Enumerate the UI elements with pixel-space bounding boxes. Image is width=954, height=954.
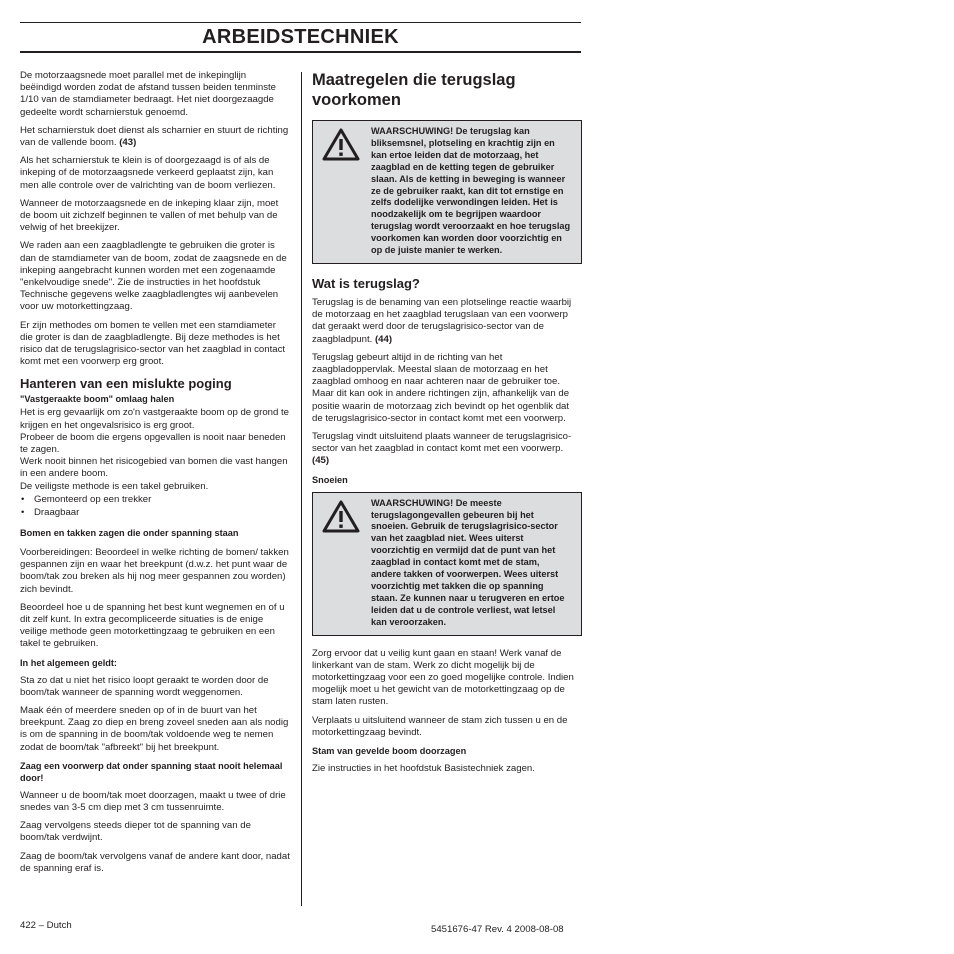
- paragraph: Wanneer de motorzaagsnede en de inkeping klaar zijn, moet de boom uit zichzelf beginnen te vallen of met behulp van de velwig of het breekijzer.: [20, 197, 279, 234]
- header-rule-bottom: [20, 51, 581, 53]
- header-rule-top: [20, 22, 581, 23]
- warning-text: WAARSCHUWING! De meeste terugslagongevallen gebeuren bij het snoeien. Gebruik de terugslagrisico-sector van het zaagblad niet. Wees uiterst voorzichtig en vermijd dat de punt van het zaagblad in contact komt met de stam, andere takken of voorwerpen. Wees uiterst voorzichtig met takken die op spanning staan. Ze kunnen naar u terugveren en ertoe leiden dat u de controle verliest, wat letsel kan veroorzaken.: [371, 497, 565, 627]
- paragraph: We raden aan een zaagbladlengte te gebruiken die groter is dan de stamdiameter van de boom, zodat de zaagsnede en de inkeping aangebracht kunnen worden met een zogenaamde "enkelvoudige snede". Zie de instructies in het hoofdstuk Technische gegevens welke zaagbladlengtes wij aanbevelen voor uw motorkettingzaag.: [20, 240, 287, 313]
- paragraph: Er zijn methodes om bomen te vellen met een stamdiameter die groter is dan de zaagbladlengte. Bij deze methodes is het risico dat de terugslagrisico-sector van het zaagblad in contact komt met een voorwerp erg groot.: [20, 319, 286, 368]
- section-heading: Wat is terugslag?: [312, 275, 420, 291]
- warning-triangle-icon: [321, 522, 361, 539]
- warning-box: [312, 492, 582, 636]
- paragraph: Zaag de boom/tak vervolgens vanaf de andere kant door, nadat de spanning eraf is.: [20, 850, 290, 874]
- column-divider: [301, 72, 302, 906]
- left-column: [20, 70, 290, 881]
- section-heading: Hanteren van een mislukte poging: [20, 376, 232, 392]
- subheading: Snoeien: [312, 474, 348, 485]
- list-item: • Draagbaar: [20, 506, 290, 519]
- subheading: Stam van gevelde boom doorzagen: [312, 746, 467, 756]
- paragraph: Zaag vervolgens steeds dieper tot de spanning van de boom/tak verdwijnt.: [20, 820, 251, 844]
- paragraph: Terugslag gebeurt altijd in de richting van het zaagbladoppervlak. Meestal slaan de motorzaag en het zaagblad omhoog en naar achteren naar de gebruiker toe. Maar dit kan ook in andere richtingen zijn, afhankelijk van de positie waarin de motorzaag zich bevindt op het ogenblik dat de terugslagrisico-sector in contact komt met een voorwerp.: [312, 351, 570, 424]
- warning-text: WAARSCHUWING! De terugslag kan bliksemsnel, plotseling en krachtig zijn en kan ertoe leiden dat de motorzaag, het zaagblad en de ketting tegen de gebruiker slaan. Als de ketting in beweging is wanneer ze de gebruiker raakt, kan dit tot ernstige en zelfs dodelijke verwondingen leiden. Het is noodzakelijk om te begrijpen waardoor terugslag wordt veroorzaakt en hoe terugslag voorkomen kan worden door voorzichtig en op de juiste manier te werken.: [371, 126, 571, 256]
- paragraph: Probeer de boom die ergens opgevallen is nooit naar beneden te zagen.: [20, 431, 286, 456]
- paragraph: Zie instructies in het hoofdstuk Basistechniek zagen.: [312, 763, 535, 774]
- paragraph: Als het scharnierstuk te klein is of doorgezaagd is of als de inkeping of de motorzaagsnede verkeerd geplaatst zijn, kan men alle controle over de valrichting van de boom verliezen.: [20, 155, 276, 191]
- paragraph: De motorzaagsnede moet parallel met de inkepinglijn beëindigd worden zodat de afstand tussen beiden tenminste 1/10 van de stamdiameter bedraagt. Het niet doorgezaagde gedeelte wordt scharnierstuk genoemd.: [20, 70, 277, 118]
- document-reference: 5451676-47 Rev. 4 2008-08-08: [431, 924, 564, 935]
- subheading: "Vastgeraakte boom" omlaag halen: [20, 394, 175, 405]
- warning-triangle-icon: [321, 150, 361, 167]
- page-number: 422 – Dutch: [20, 920, 72, 931]
- list-item: • Gemonteerd op een trekker: [20, 493, 290, 506]
- paragraph: Het scharnierstuk doet dienst als scharnier en stuurt de richting van de vallende boom. (43): [20, 124, 289, 149]
- right-column: [312, 70, 582, 781]
- paragraph: Beoordeel hoe u de spanning het best kunt wegnemen en of u dit zelf kunt. In extra gecompliceerde situaties is de enige veilige methode geen motorkettingzaag te gebruiken en een takel te gebruiken.: [20, 601, 285, 650]
- paragraph: Voorbereidingen: Beoordeel in welke richting de bomen/ takken gespannen zijn en waar het breekpunt (d.w.z. het punt waar de boom/tak zou breken als hij nog meer gespannen zou worden) zich bevindt.: [20, 546, 289, 595]
- figure-reference: (45): [312, 455, 330, 467]
- subheading: Zaag een voorwerp dat onder spanning staat nooit helemaal door!: [20, 760, 283, 783]
- bullet-list: [20, 493, 290, 519]
- paragraph: Terugslag is de benaming van een plotselinge reactie waarbij de motorzaag en het zaagblad terugslaan van een voorwerp dat geraakt werd door de terugslagrisico-sector van de zaagbladpunt. (44): [312, 296, 572, 345]
- subheading: Bomen en takken zagen die onder spanning staan: [20, 527, 239, 538]
- paragraph: Werk nooit binnen het risicogebied van bomen die vast hangen in een andere boom.: [20, 456, 288, 480]
- paragraph: Wanneer u de boom/tak moet doorzagen, maakt u twee of drie snedes van 3-5 cm diep met 3 cm tussenruimte.: [20, 789, 286, 813]
- paragraph: De veiligste methode is een takel gebruiken.: [20, 480, 209, 492]
- warning-box: [312, 120, 582, 264]
- figure-reference: (43): [119, 137, 137, 149]
- page-title: ARBEIDSTECHNIEK: [202, 26, 399, 48]
- paragraph: Het is erg gevaarlijk om zo'n vastgeraakte boom op de grond te krijgen en het ongevalsrisico is erg groot.: [20, 407, 290, 431]
- paragraph: Terugslag vindt uitsluitend plaats wanneer de terugslagrisico-sector van het zaagblad in contact komt met een voorwerp. (45): [312, 431, 572, 467]
- figure-reference: (44): [374, 333, 393, 345]
- section-heading: Maatregelen die terugslag voorkomen: [312, 71, 516, 109]
- paragraph: Maak één of meerdere sneden op of in de buurt van het breekpunt. Zaag zo diep en breng zoveel sneden aan als nodig is om de spanning in de boom/tak voldoende weg te nemen zodat de boom/tak "afbreekt" bij het breekpunt.: [20, 704, 289, 753]
- paragraph: Zorg ervoor dat u veilig kunt gaan en staan! Werk vanaf de linkerkant van de stam. Werk zo dicht mogelijk bij de motorkettingzaag voor een zo goed mogelijke controle. Indien mogelijk moet u het gewicht van de motorkettingzaag op de stam laten rusten.: [312, 647, 574, 708]
- paragraph: Sta zo dat u niet het risico loopt geraakt te worden door de boom/tak wanneer de spanning wordt weggenomen.: [20, 674, 269, 698]
- paragraph: Verplaats u uitsluitend wanneer de stam zich tussen u en de motorkettingzaag bevindt.: [312, 714, 568, 738]
- subheading: In het algemeen geldt:: [20, 657, 117, 668]
